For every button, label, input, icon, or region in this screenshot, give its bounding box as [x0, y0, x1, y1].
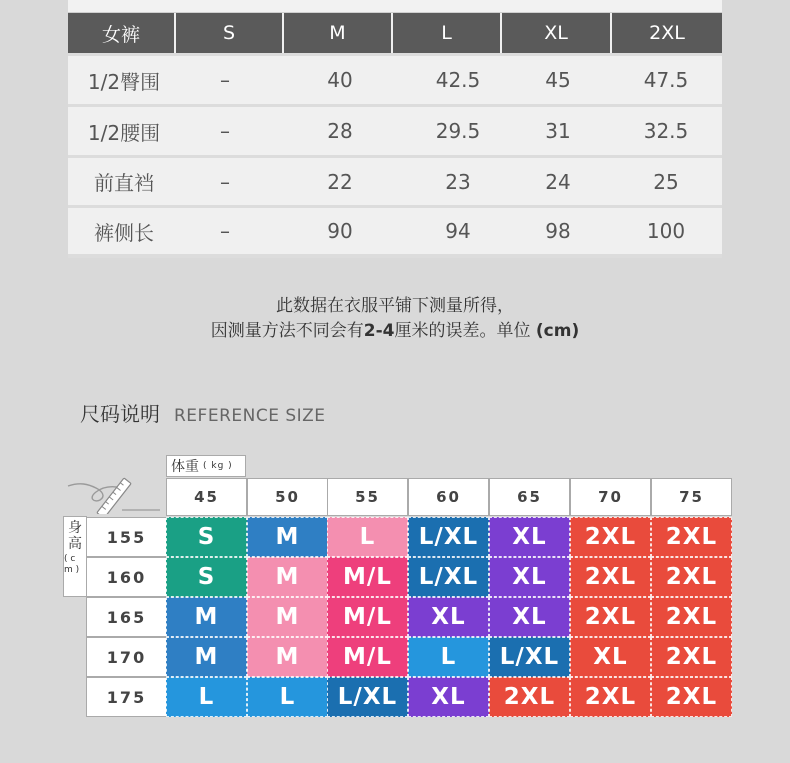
- size-cell: XL: [489, 557, 570, 597]
- table-bottom-border: [68, 254, 722, 258]
- size-cell: M: [166, 597, 247, 637]
- note-range: 2-4: [363, 321, 395, 341]
- measurement-note-line2: [0, 316, 790, 341]
- size-cell: XL: [570, 637, 651, 677]
- size-cell: 2XL: [570, 517, 651, 557]
- weight-unit: ( kg ): [203, 461, 233, 471]
- size-cell: 2XL: [651, 517, 732, 557]
- value-cell: 100: [646, 219, 686, 243]
- height-label-2: 高: [68, 536, 82, 552]
- size-cell: L: [327, 517, 408, 557]
- table-top-strip: [68, 0, 722, 13]
- size-cell: M/L: [327, 637, 408, 677]
- value-cell: 45: [545, 68, 571, 92]
- size-cell: XL: [408, 597, 489, 637]
- value-cell: 32.5: [643, 119, 689, 143]
- note-unit: (cm): [535, 321, 580, 341]
- value-cell: 22: [327, 169, 353, 194]
- size-cell: XL: [408, 677, 489, 717]
- height-row-cell: 155: [86, 517, 167, 557]
- size-cell: L: [166, 677, 247, 717]
- value-cell: 98: [545, 219, 571, 243]
- height-axis-label: [63, 516, 87, 597]
- size-cell: 2XL: [570, 677, 651, 717]
- weight-axis-label: [166, 455, 246, 477]
- measurement-note-line1: 此数据在衣服平铺下测量所得，: [276, 296, 514, 316]
- measurement-table: [68, 0, 722, 258]
- size-chart-title: 尺码说明: [80, 402, 160, 426]
- size-cell: M/L: [327, 597, 408, 637]
- weight-header-cell: 50: [247, 478, 328, 516]
- weight-header-cell: 70: [570, 478, 651, 516]
- size-cell: L/XL: [327, 677, 408, 717]
- size-cell: XL: [489, 517, 570, 557]
- table-row: [68, 205, 722, 254]
- height-row-cell: 165: [86, 597, 167, 637]
- value-cell: 25: [653, 169, 679, 194]
- size-cell: M: [247, 557, 328, 597]
- header-cell-2xl: 2XL: [612, 13, 722, 53]
- size-cell: 2XL: [570, 597, 651, 637]
- value-cell: 90: [327, 219, 353, 243]
- header-cell-type: 女裤: [68, 13, 176, 53]
- size-cell: L/XL: [408, 517, 489, 557]
- size-cell: 2XL: [651, 637, 732, 677]
- size-cell: 2XL: [651, 677, 732, 717]
- size-cell: M: [247, 597, 328, 637]
- value-cell: 24: [545, 169, 571, 194]
- size-cell: L: [408, 637, 489, 677]
- size-cell: S: [166, 557, 247, 597]
- size-cell: 2XL: [570, 557, 651, 597]
- header-cell-l: L: [393, 13, 502, 53]
- size-cell: L: [247, 677, 328, 717]
- weight-header-cell: 75: [651, 478, 732, 516]
- size-cell: S: [166, 517, 247, 557]
- header-cell-xl: XL: [502, 13, 612, 53]
- table-row: [68, 155, 722, 205]
- value-cell: 29.5: [435, 119, 481, 143]
- size-chart-subtitle: REFERENCE SIZE: [174, 406, 326, 426]
- size-cell: 2XL: [651, 557, 732, 597]
- height-row-cell: 175: [86, 677, 167, 717]
- value-cell: 31: [545, 119, 571, 143]
- size-chart-heading: [80, 398, 326, 427]
- value-cell: –: [220, 119, 230, 143]
- height-unit: ( c m ): [64, 554, 80, 575]
- row-label: 裤侧长: [94, 220, 154, 245]
- size-cell: 2XL: [489, 677, 570, 717]
- size-cell: XL: [489, 597, 570, 637]
- size-cell: M: [247, 517, 328, 557]
- weight-label: 体重: [171, 459, 199, 475]
- height-label-1: 身: [68, 520, 82, 536]
- row-label: 前直裆: [94, 171, 154, 195]
- value-cell: 42.5: [435, 68, 481, 92]
- size-cell: M: [166, 637, 247, 677]
- weight-header-cell: 60: [408, 478, 489, 516]
- row-label: 1/2臀围: [87, 69, 161, 94]
- value-cell: –: [220, 68, 230, 92]
- note-text: 厘米的误差。单位: [394, 321, 536, 341]
- weight-header-cell: 65: [489, 478, 570, 516]
- value-cell: 28: [327, 119, 353, 143]
- size-cell: 2XL: [651, 597, 732, 637]
- table-header-row: [68, 13, 722, 53]
- value-cell: 40: [327, 68, 353, 92]
- height-row-cell: 160: [86, 557, 167, 597]
- weight-header-cell: 45: [166, 478, 247, 516]
- size-cell: L/XL: [408, 557, 489, 597]
- ruler-tape-icon: [66, 474, 162, 514]
- value-cell: 47.5: [643, 68, 689, 92]
- size-cell: L/XL: [489, 637, 570, 677]
- value-cell: –: [220, 219, 230, 243]
- table-row: [68, 53, 722, 104]
- value-cell: 23: [445, 169, 471, 194]
- note-text: 因测量方法不同会有: [210, 321, 364, 341]
- height-row-cell: 170: [86, 637, 167, 677]
- weight-header-cell: 55: [327, 478, 408, 516]
- header-cell-m: M: [284, 13, 393, 53]
- header-cell-s: S: [176, 13, 284, 53]
- size-cell: M: [247, 637, 328, 677]
- row-label: 1/2腰围: [87, 120, 161, 145]
- table-row: [68, 104, 722, 155]
- value-cell: –: [220, 169, 230, 194]
- size-cell: M/L: [327, 557, 408, 597]
- value-cell: 94: [445, 219, 471, 243]
